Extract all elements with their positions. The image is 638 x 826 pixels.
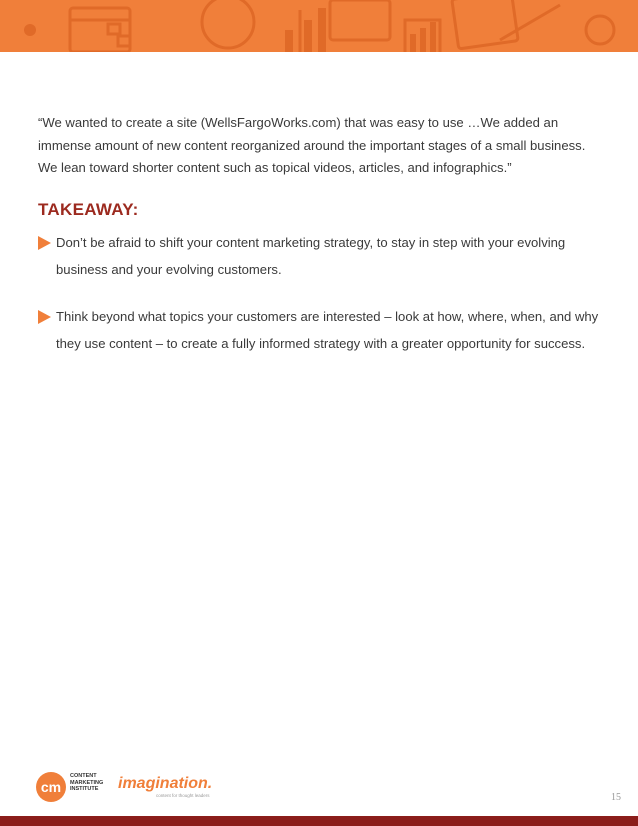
quote-line: “We wanted to create a site (WellsFargoWorks.com) that was easy to use …We added an — [38, 115, 559, 130]
arrow-right-icon — [38, 236, 51, 250]
banner-illustration — [0, 0, 638, 52]
takeaway-bullet — [38, 303, 608, 357]
cmi-wordmark-line: MARKETING — [70, 779, 104, 786]
imagination-tagline: content for thought leaders — [156, 793, 210, 798]
takeaway-heading: TAKEAWAY: — [38, 200, 139, 219]
bullet-line: business and your evolving customers. — [56, 262, 282, 277]
takeaway-bullet — [38, 229, 608, 283]
quote-line: We lean toward shorter content such as topical videos, articles, and infographics.” — [38, 160, 512, 175]
cmi-wordmark-line: INSTITUTE — [70, 786, 99, 792]
cmi-logo: cm — [36, 772, 66, 802]
footer-logos — [36, 768, 236, 808]
imagination-logo: imagination. — [118, 775, 213, 792]
quote-line: immense amount of new content reorganized around the important stages of a small business. — [38, 137, 586, 153]
page-number: 15 — [611, 792, 621, 803]
header-banner — [0, 0, 638, 52]
bullet-line: Don’t be afraid to shift your content marketing strategy, to stay in step with your evolving — [56, 235, 566, 250]
footer-bar — [0, 816, 638, 826]
bullet-line: they use content – to create a fully informed strategy with a greater opportunity for success. — [56, 336, 586, 351]
arrow-right-icon — [38, 310, 51, 324]
bullet-line: Think beyond what topics your customers are interested – look at how, where, when, and why — [56, 309, 599, 324]
cmi-wordmark-line: CONTENT — [70, 773, 97, 779]
cmi-wordmark — [70, 773, 110, 793]
quote-text — [38, 112, 608, 180]
